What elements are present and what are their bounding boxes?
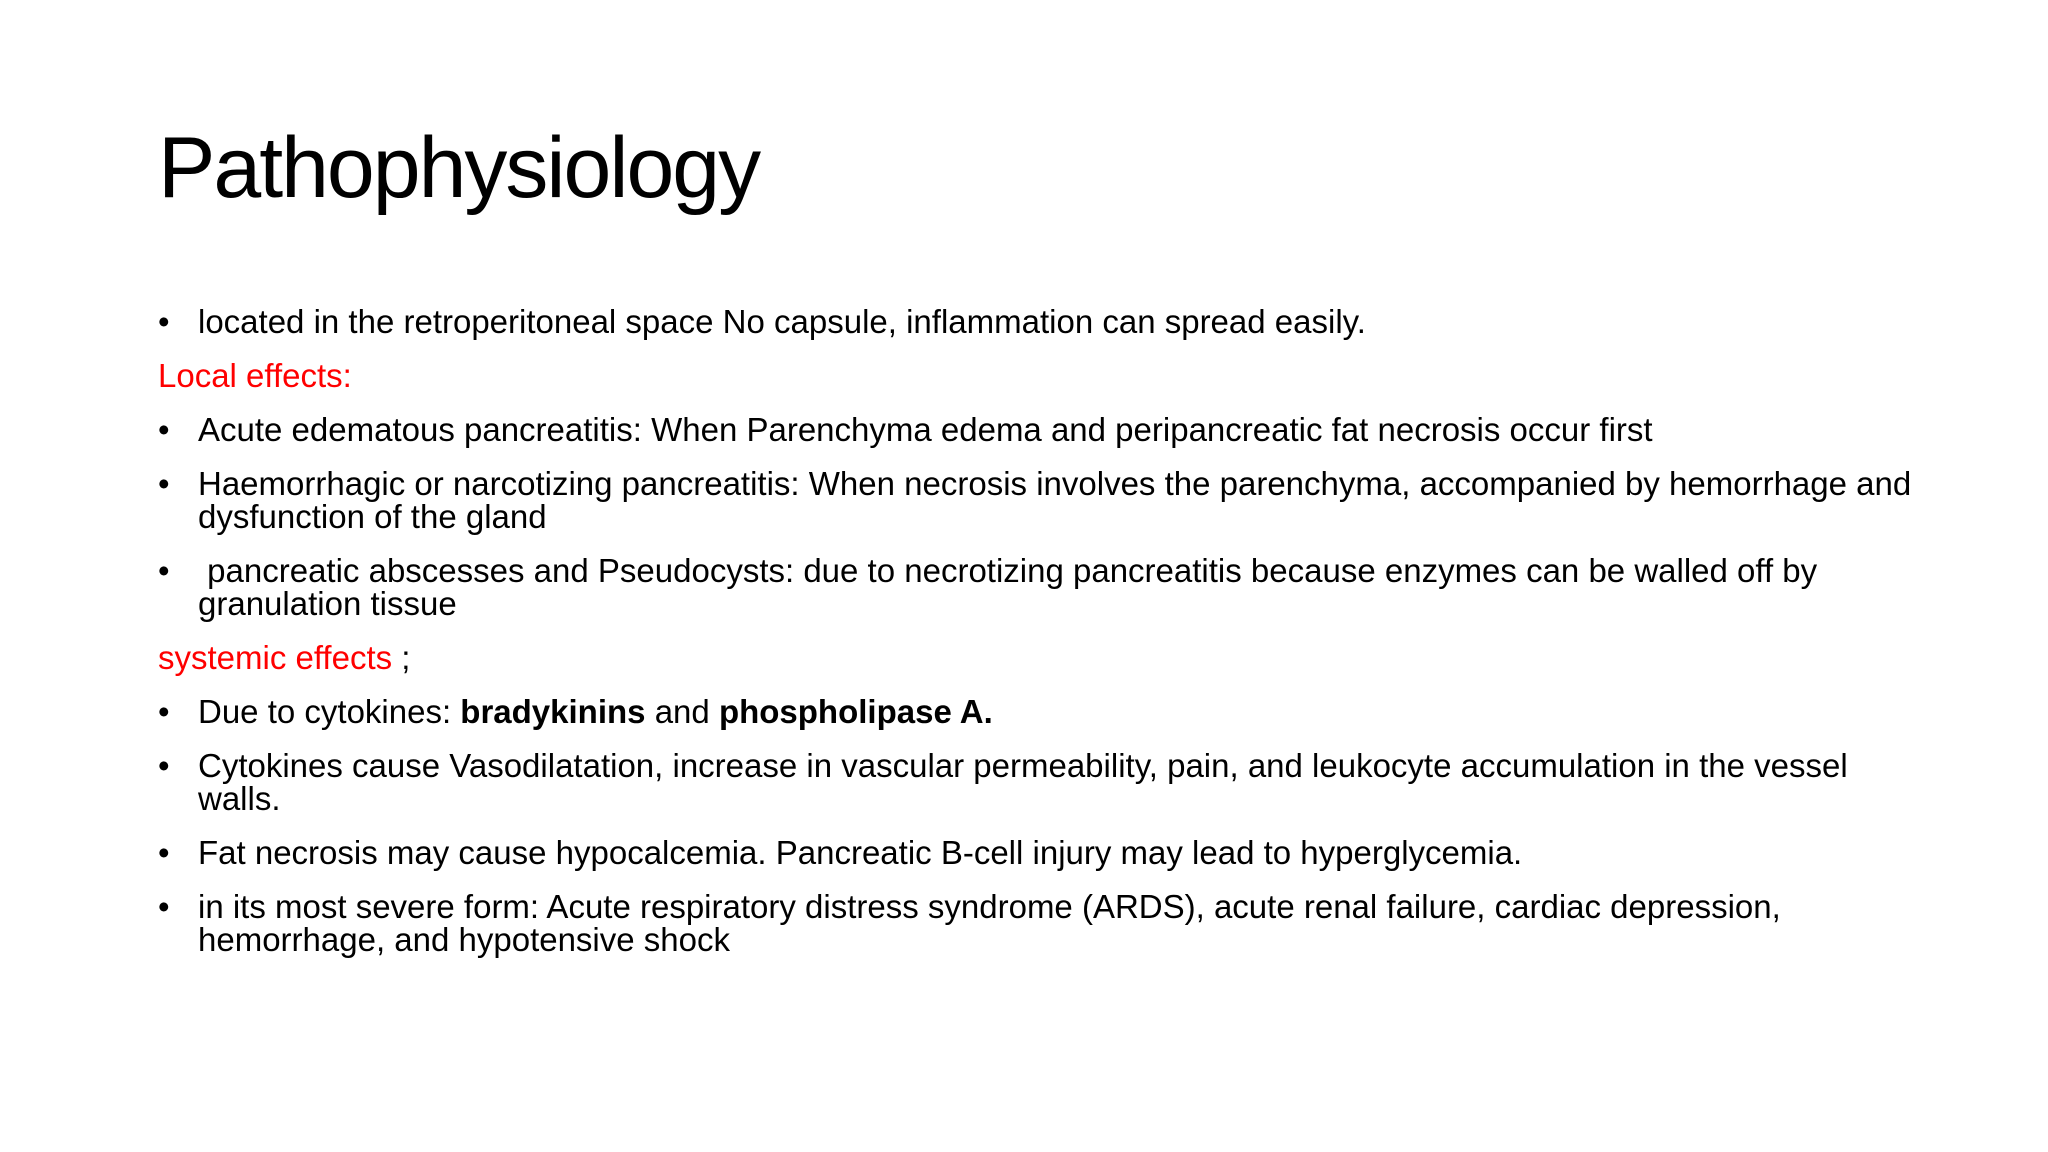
term-bradykinins: bradykinins [460, 693, 646, 730]
systemic-effects-heading-line [158, 641, 1918, 674]
cytokines-middle: and [645, 693, 719, 730]
bullet-icon: • [158, 465, 170, 502]
slide-body [158, 305, 1918, 956]
bullet-text: Acute edematous pancreatitis: When Parenchyma edema and peripancreatic fat necrosis occur first [198, 411, 1653, 448]
bullet-icon: • [158, 834, 170, 871]
bullet-systemic-cytokines [158, 695, 1918, 728]
bullet-icon: • [158, 303, 170, 340]
bullet-icon: • [158, 888, 170, 925]
bullet-systemic-1 [158, 749, 1918, 815]
bullet-local-1 [158, 413, 1918, 446]
bullet-text: Haemorrhagic or narcotizing pancreatitis: When necrosis involves the parenchyma, accompanied by hemorrhage and dysfunction of the gland [198, 465, 1912, 535]
slide-title: Pathophysiology [158, 120, 760, 216]
bullet-text: in its most severe form: Acute respiratory distress syndrome (ARDS), acute renal failure, cardiac depression, hemorrhage, and hypotensive shock [198, 888, 1781, 958]
local-effects-heading: Local effects: [158, 357, 352, 394]
bullet-text: Fat necrosis may cause hypocalcemia. Pancreatic B-cell injury may lead to hyperglycemia. [198, 834, 1523, 871]
bullet-systemic-3 [158, 890, 1918, 956]
bullet-systemic-2 [158, 836, 1918, 869]
systemic-effects-suffix: ; [392, 639, 411, 676]
systemic-effects-heading: systemic effects [158, 639, 393, 676]
term-phospholipase: phospholipase A. [718, 693, 993, 730]
bullet-icon: • [158, 552, 170, 589]
bullet-local-2 [158, 467, 1918, 533]
bullet-text: located in the retroperitoneal space No capsule, inflammation can spread easily. [198, 303, 1366, 340]
bullet-text: Cytokines cause Vasodilatation, increase in vascular permeability, pain, and leukocyte accumulation in the vessel walls. [198, 747, 1848, 817]
bullet-intro [158, 305, 1918, 338]
cytokines-prefix: Due to cytokines: [198, 693, 461, 730]
bullet-icon: • [158, 747, 170, 784]
bullet-icon: • [158, 411, 170, 448]
bullet-text: pancreatic abscesses and Pseudocysts: due to necrotizing pancreatitis because enzymes can be walled off by granulation tissue [198, 552, 1827, 622]
bullet-local-3 [158, 554, 1918, 620]
bullet-icon: • [158, 693, 170, 730]
